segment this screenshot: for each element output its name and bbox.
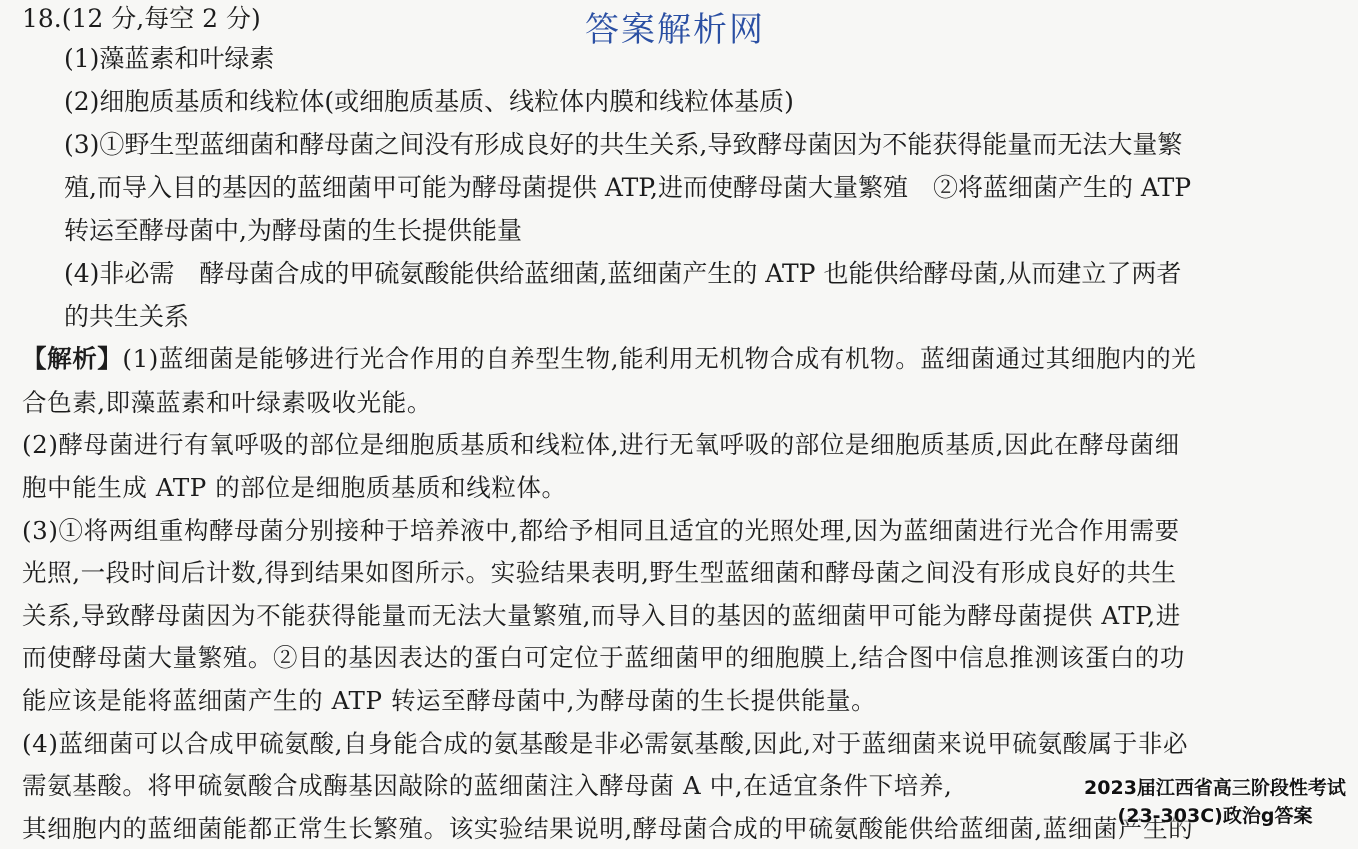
- analysis-line: 光照,一段时间后计数,得到结果如图所示。实验结果表明,野生型蓝细菌和酵母菌之间没有形成良好的共生: [22, 558, 1177, 587]
- answer-line: 的共生关系: [64, 302, 190, 331]
- analysis-text: (1)蓝细菌是能够进行光合作用的自养型生物,能利用无机物合成有机物。蓝细菌通过其细胞内的光: [122, 344, 1197, 373]
- answer-line: (2)细胞质基质和线粒体(或细胞质基质、线粒体内膜和线粒体基质): [64, 87, 794, 116]
- analysis-label: 【解析】: [22, 344, 123, 373]
- answer-line: (1)藻蓝素和叶绿素: [64, 44, 275, 73]
- analysis-line: (3)①将两组重构酵母菌分别接种于培养液中,都给予相同且适宜的光照处理,因为蓝细菌进行光合作用需要: [22, 516, 1180, 545]
- stamp-line: (23-303C)政治g答案: [1117, 805, 1313, 827]
- answer-line: 殖,而导入目的基因的蓝细菌甲可能为酵母菌提供 ATP,进而使酵母菌大量繁殖 ②将蓝细菌产生的 ATP: [64, 173, 1192, 202]
- answer-header: 18.(12 分,每空 2 分): [22, 4, 261, 33]
- analysis-line: 其细胞内的蓝细菌能都正常生长繁殖。该实验结果说明,酵母菌合成的甲硫氨酸能供给蓝细菌,蓝细菌产生的: [22, 814, 1194, 843]
- analysis-line: 而使酵母菌大量繁殖。②目的基因表达的蛋白可定位于蓝细菌甲的细胞膜上,结合图中信息推测该蛋白的功: [22, 643, 1185, 672]
- analysis-line: 合色素,即藻蓝素和叶绿素吸收光能。: [22, 388, 432, 417]
- analysis-line: 胞中能生成 ATP 的部位是细胞质基质和线粒体。: [22, 473, 567, 502]
- answer-line: (4)非必需 酵母菌合成的甲硫氨酸能供给蓝细菌,蓝细菌产生的 ATP 也能供给酵母菌,从而建立了两者: [64, 259, 1182, 288]
- watermark-text: 答案解析网: [585, 10, 765, 50]
- analysis-first-line: [22, 344, 1196, 374]
- answer-line: (3)①野生型蓝细菌和酵母菌之间没有形成良好的共生关系,导致酵母菌因为不能获得能量而无法大量繁: [64, 130, 1183, 159]
- stamp-line: 2023届江西省高三阶段性考试: [1084, 777, 1346, 799]
- analysis-line: (4)蓝细菌可以合成甲硫氨酸,自身能合成的氨基酸是非必需氨基酸,因此,对于蓝细菌来说甲硫氨酸属于非必: [22, 729, 1189, 758]
- analysis-line: 能应该是能将蓝细菌产生的 ATP 转运至酵母菌中,为酵母菌的生长提供能量。: [22, 686, 877, 715]
- analysis-line: (2)酵母菌进行有氧呼吸的部位是细胞质基质和线粒体,进行无氧呼吸的部位是细胞质基质,因此在酵母菌细: [22, 430, 1180, 459]
- analysis-line: 关系,导致酵母菌因为不能获得能量而无法大量繁殖,而导入目的基因的蓝细菌甲可能为酵母菌提供 ATP,进: [22, 601, 1181, 630]
- analysis-line: 需氨基酸。将甲硫氨酸合成酶基因敲除的蓝细菌注入酵母菌 A 中,在适宜条件下培养,: [22, 771, 953, 800]
- answer-line: 转运至酵母菌中,为酵母菌的生长提供能量: [64, 216, 522, 245]
- stamp-overlay: [1072, 774, 1358, 830]
